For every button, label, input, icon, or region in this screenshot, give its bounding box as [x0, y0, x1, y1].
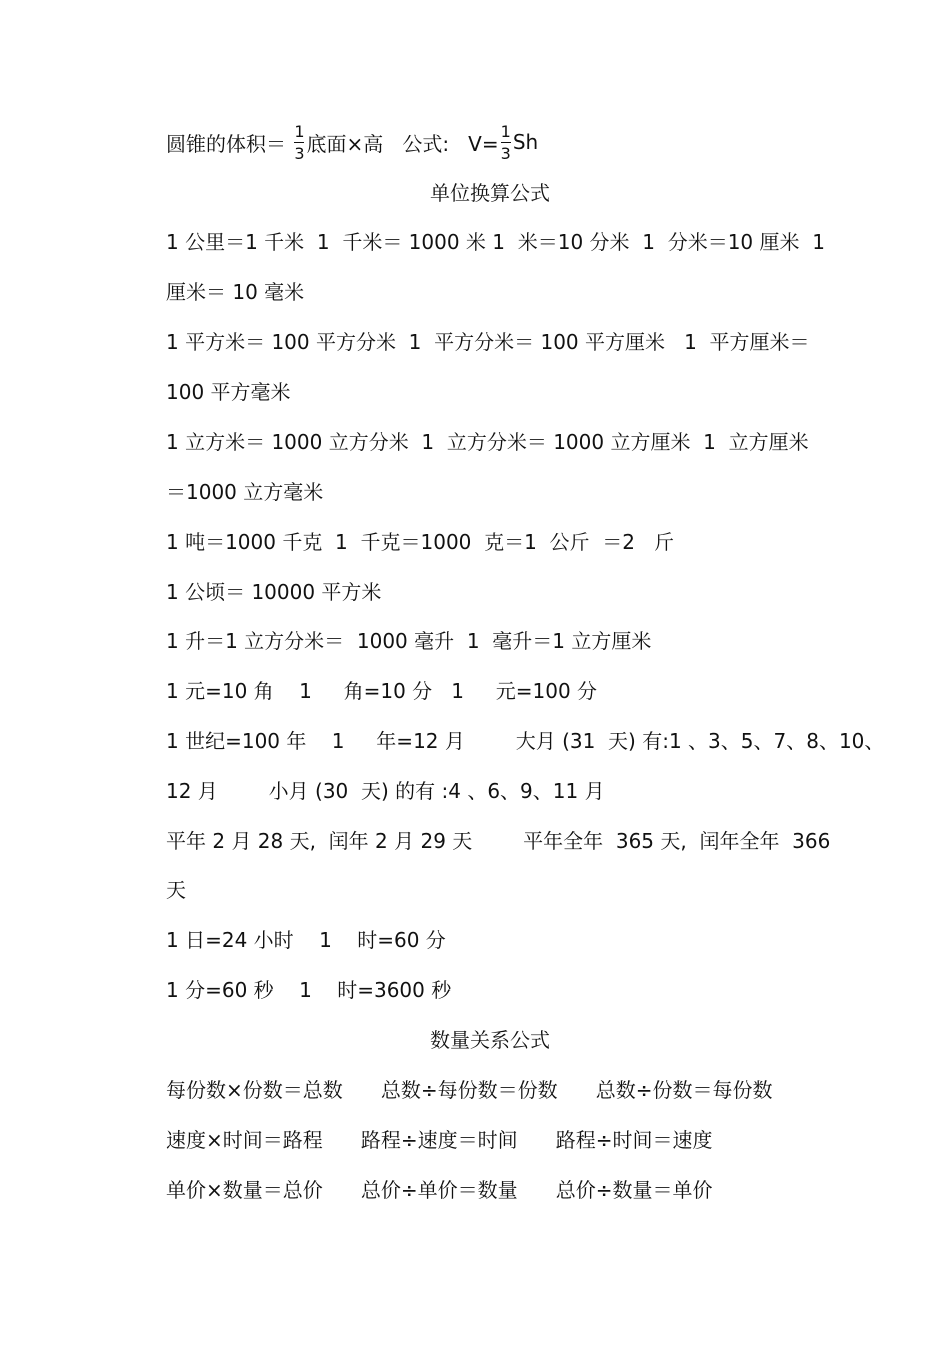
fraction-bar [501, 142, 511, 143]
text-line: 平年 2 月 28 天, 闰年 2 月 29 天 平年全年 365 天, 闰年全年 366 [166, 829, 831, 853]
text-line: 速度×时间＝路程 路程÷速度＝时间 路程÷时间＝速度 [166, 1128, 713, 1152]
formula-suffix: Sh [512, 130, 539, 154]
text-line: 1 立方米＝ 1000 立方分米 1 立方分米＝ 1000 立方厘米 1 立方厘米 [166, 430, 809, 454]
cone-volume-formula [166, 116, 538, 168]
text-line: 1 公里＝1 千米 1 千米＝ 1000 米 1 米＝10 分米 1 分米＝10 厘米 1 [166, 230, 825, 254]
fraction-denominator: 3 [294, 143, 305, 163]
fraction-one-third [294, 122, 304, 163]
fraction-one-third-2 [501, 122, 511, 163]
text-line: 1 吨＝1000 千克 1 千克＝1000 克＝1 公斤 ＝2 斤 [166, 530, 675, 554]
text-line: ＝1000 立方毫米 [166, 480, 324, 504]
text-line: 1 元=10 角 1 角=10 分 1 元=100 分 [166, 679, 598, 703]
text-line: 1 公顷＝ 10000 平方米 [166, 580, 382, 604]
text-line: 100 平方毫米 [166, 380, 291, 404]
text-line: 1 升＝1 立方分米＝ 1000 毫升 1 毫升＝1 立方厘米 [166, 629, 652, 653]
fraction-numerator: 1 [294, 121, 305, 141]
text-line: 1 日=24 小时 1 时=60 分 [166, 928, 446, 952]
formula-middle: 底面×高 公式: V= [306, 131, 499, 156]
text-line: 1 世纪=100 年 1 年=12 月 大月 (31 天) 有:1 、3、5、7、8、10、 [166, 729, 885, 753]
text-line: 1 分=60 秒 1 时=3600 秒 [166, 978, 452, 1002]
formula-prefix: 圆锥的体积＝ [166, 131, 293, 156]
fraction-numerator: 1 [500, 121, 511, 141]
fraction-bar [294, 142, 304, 143]
unit-conversion-heading: 单位换算公式 [430, 181, 550, 205]
fraction-denominator: 3 [500, 143, 511, 163]
text-line: 单价×数量＝总价 总价÷单价＝数量 总价÷数量＝单价 [166, 1178, 713, 1202]
text-line: 1 平方米＝ 100 平方分米 1 平方分米＝ 100 平方厘米 1 平方厘米＝ [166, 330, 810, 354]
text-line: 天 [166, 878, 186, 902]
quantity-relations-heading: 数量关系公式 [430, 1028, 550, 1052]
text-line: 厘米＝ 10 毫米 [166, 280, 305, 304]
text-line: 12 月 小月 (30 天) 的有 :4 、6、9、11 月 [166, 779, 605, 803]
text-line: 每份数×份数＝总数 总数÷每份数＝份数 总数÷份数＝每份数 [166, 1078, 773, 1102]
